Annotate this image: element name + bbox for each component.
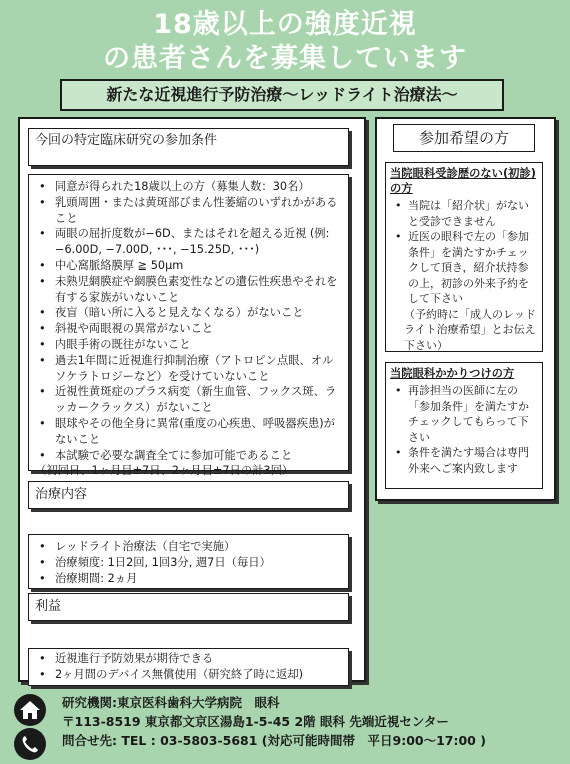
new-patients-note: （予約時に「成人のレッドライト治療希望」とお伝え下さい）: [404, 307, 536, 352]
new-patient-item: • 近医の眼科で左の「参加条件」を満たすかチェックして頂き，紹介状持参の上，初診の外来予約をして下さい: [392, 229, 538, 307]
condition-item: • 内眼手術の既往がないこと: [35, 337, 344, 353]
treatment-item: • レッドライト治療法（自宅で実施）: [35, 539, 344, 555]
condition-item: • 同意が得られた18歳以上の方（募集人数：30名）: [35, 179, 344, 195]
page-title-line1: 18歳以上の強度近視: [153, 9, 417, 40]
existing-patient-item: • 条件を満たす場合は専門外来へご案内致します: [392, 445, 538, 476]
conditions-heading: 今回の特定臨床研究の参加条件: [28, 128, 349, 166]
address-line: 〒113-8519 東京都文京区湯島1-5-45 2階 眼科 先端近視センター: [62, 714, 449, 729]
new-patients-box: [385, 162, 543, 352]
benefits-heading: 利益: [28, 593, 349, 621]
existing-patient-item: • 再診担当の医師に左の「参加条件」を満たすかチェックしてもらって下さい: [392, 383, 538, 445]
benefits-list: [29, 649, 348, 683]
home-icon: [14, 694, 46, 726]
condition-item: • 近視性黄斑症のプラス病変（新生血管、フックス斑、ラッカークラックス）がないこと: [35, 384, 344, 416]
condition-item: • 両眼の屈折度数が−6D、またはそれを超える近視 (例: −6.00D, −7.00D, ･･･, −15.25D, ･･･): [35, 226, 344, 258]
benefits-box: [28, 648, 349, 686]
footer: [0, 690, 570, 760]
conditions-note: （初回日、1ヶ月目±7日、2ヶ月目±7日の計3回）: [35, 464, 294, 478]
subtitle-banner: 新たな近視進行予防治療～レッドライト治療法～: [60, 79, 504, 111]
conditions-box: [28, 174, 349, 478]
condition-item: • 乳頭周囲・または黄斑部びまん性萎縮のいずれかがあること: [35, 195, 344, 227]
treatment-item: • 治療期間: 2ヵ月: [35, 571, 344, 587]
condition-item: • 夜盲（暗い所に入ると見えなくなる）がないこと: [35, 305, 344, 321]
condition-item: • 斜視や両眼視の異常がないこと: [35, 321, 344, 337]
conditions-list: [29, 175, 348, 463]
condition-item: • 過去1年間に近視進行抑制治療（アトロピン点眼、オルソケラトロジーなど）を受けていないこと: [35, 353, 344, 385]
treatment-heading: 治療内容: [28, 481, 349, 509]
condition-item: • 中心窩脈絡膜厚 ≧ 50μm: [35, 258, 344, 274]
condition-item: • 眼球やその他全身に異常(重度の心疾患、呼吸器疾患)がないこと: [35, 416, 344, 448]
phone-icon: [14, 728, 46, 760]
new-patients-list: [386, 198, 542, 307]
new-patients-title: 当院眼科受診歴のない(初診)の方: [390, 167, 536, 195]
institution-line: 研究機関:東京医科歯科大学病院 眼科: [62, 695, 280, 710]
condition-item: • 本試験で必要な調査全てに参加可能であること: [35, 448, 344, 464]
existing-patients-box: [385, 362, 543, 489]
new-patient-item: • 当院は「紹介状」がないと受診できません: [392, 198, 538, 229]
page-title-line2: の患者さんを募集しています: [103, 43, 467, 74]
existing-patients-title: 当院眼科かかりつけの方: [390, 367, 515, 380]
treatment-item: • 治療頻度: 1日2回, 1回3分, 週7日（毎日）: [35, 555, 344, 571]
contact-line: 問合せ先: TEL : 03-5803-5681 (対応可能時間帯 平日9:00～17:00 ): [62, 733, 486, 748]
treatment-box: [28, 534, 349, 589]
benefit-item: • 2ヶ月間のデバイス無償使用（研究終了時に返却): [35, 667, 344, 683]
benefit-item: • 近視進行予防効果が期待できる: [35, 651, 344, 667]
apply-heading: 参加希望の方: [393, 124, 535, 152]
existing-patients-list: [386, 383, 542, 476]
treatment-list: [29, 535, 348, 586]
condition-item: • 未熟児網膜症や網膜色素変性などの遺伝性疾患やそれを有する家族がいないこと: [35, 274, 344, 306]
